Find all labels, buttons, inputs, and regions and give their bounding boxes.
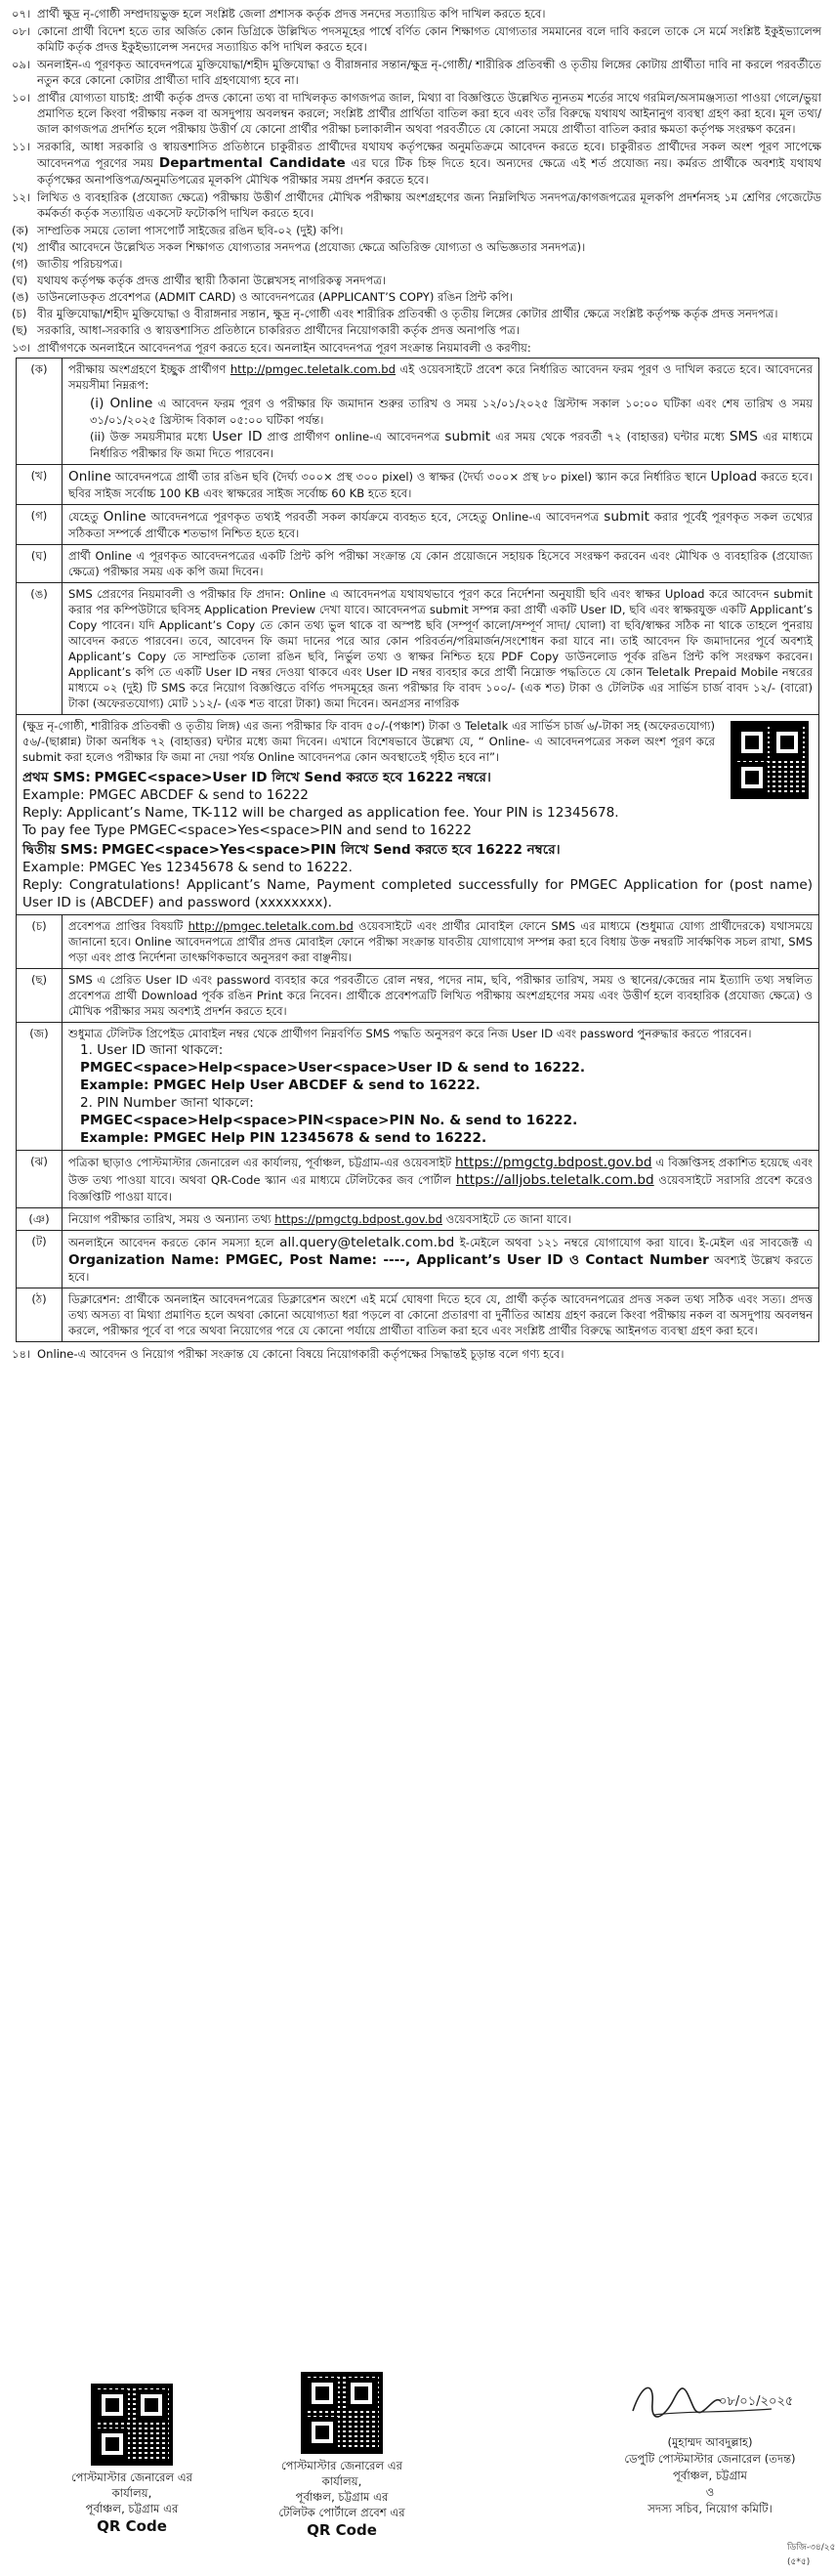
clause-text: প্রার্থীগণকে অনলাইনে আবেদনপত্র পূরণ করতে হবে। অনলাইন আবেদনপত্র পূরণ সংক্রান্ত নিয়মাবলী ও করণীয়: [37,341,531,355]
rule-text-part: শুধুমাত্র টেলিটক প্রিপেইড মোবাইল নম্বর থেকে প্রার্থীগণ নিম্নবর্ণিত SMS পদ্ধতি অনুসরণ করে নিজ User ID এবং password পুনরুদ্ধার করতে পারবেন। [68,1027,752,1040]
recover-userid-heading: 1. User ID জানা থাকলে: [80,1042,224,1058]
bdpost-website-link[interactable]: https://pmgctg.bdpost.gov.bd [274,1212,443,1226]
list-item-label: (ঙ) [12,290,29,304]
schedule-text: এর মাধ্যমে নির্ধারিত পরীক্ষার ফি জমা দিতে পারবেন। [90,430,814,460]
sms-pay-instruction: To pay fee Type PMGEC<space>Yes<space>PIN and send to 16222 [22,823,472,838]
sms-second-example: Example: PMGEC Yes 12345678 & send to 16222. [22,860,353,875]
list-item-text: প্রার্থীর আবেদনে উল্লেখিত সকল শিক্ষাগত যোগ্যতার সনদপত্র (প্রযোজ্য ক্ষেত্রে অতিরিক্ত যোগ্যতা ও অভিজ্ঞতার সনদপত্র)। [37,240,586,254]
document-list-item [12,239,821,255]
rule-text-part: করার পূর্বেই পূরণকৃত সকল তথ্যের সঠিকতা সম্পর্কে প্রার্থীকে শতভাগ নিশ্চিত হতে হবে। [68,510,814,540]
signatory-designation: ডেপুটি পোস্টমাস্টার জেনারেল (তদন্ত) [624,2452,796,2466]
rule-text-part: আবেদনপত্রে প্রার্থী তার রঙিন ছবি (দৈর্ঘ্য ৩০০× প্রস্থ ৩০০ pixel) ও স্বাক্ষর (দৈর্ঘ্য ৩০০× প্রস্থ ৮০ pixel) স্ক্যান করে নির্ধারিত স্থানে [114,470,707,484]
teletalk-portal-link[interactable]: http://pmgec.teletalk.com.bd [188,919,354,933]
support-email-link[interactable]: all.query@teletalk.com.bd [279,1235,455,1250]
rule-label: (ঘ) [17,545,63,583]
rule-text-part: ওয়েবসাইটে তে জানা যাবে। [445,1212,571,1226]
rule-text-part: এই ওয়েবসাইটে প্রবেশ করে নির্ধারিত আবেদন ফরম পূরণ ও দাখিল করতে হবে। আবেদনের সময়সীমা নিম্নরূপ: [68,362,814,392]
sms-first-label: প্রথম SMS: [22,770,91,785]
clause-text: কোনো প্রার্থী বিদেশ হতে তার অর্জিত কোন ডিগ্রিকে উল্লিখিত পদসমূহের পার্শ্বে বর্ণিত কোন শিক্ষাগত যোগ্যতার সমমানের বলে দাবি করলে তাকে সে মর্মে সংশ্লিষ্ট ইকুইভ্যালেন্স কমিটি কর্তৃক প্রদত্ত ইকুইভ্যালেন্স সনদের সত্যায়িত কপি দাখিল করতে হবে। [37,24,821,54]
clause-text-part: এর ঘরে টিক চিহ্ন দিতে হবে। অন্যদের ক্ষেত্রে এই শর্ত প্রযোজ্য নয়। কর্মরত প্রার্থীকে অবশ্যই যথাযথ কর্তৃপক্ষের অনাপত্তিপত্র/অনুমতিপত্রের মূলকপি মৌখিক পরীক্ষার সময় প্রদর্শন করতে হবে। [37,156,822,187]
qr-label: QR Code [97,2517,167,2535]
signatory-name: (মুহাম্মদ আবদুল্লাহ) [667,2435,753,2449]
qr-block-office [59,2384,205,2536]
signatory-block [598,2434,822,2517]
rule-text-part: করতে হবে। ছবির সাইজ সর্বোচ্চ 100 KB এবং স্বাক্ষরের সাইজ সর্বোচ্চ 60 KB হতে হবে। [68,470,813,500]
sms-second-reply: Reply: Congratulations! Applicant’s Name, Payment completed successfully for PMGEC Application for (post name) User ID is (ABCDEF) and password (xxxxxxxx). [22,877,813,910]
schedule-text: (ii) উক্ত সময়সীমার মধ্যে [90,430,208,443]
qr-label: QR Code [307,2521,377,2539]
rule-chha [17,969,819,1023]
rule-label: (ঝ) [17,1151,63,1208]
rule-ja [17,1023,819,1151]
rule-cha [17,915,819,969]
rule-label: (চ) [17,915,63,969]
rule-text-part: (ক্ষুদ্র নৃ-গোষ্ঠী, শারীরিক প্রতিবন্ধী ও তৃতীয় লিঙ্গ) এর জন্য পরীক্ষার ফি বাবদ ৫০/-(পঞ্চাশ) টাকা ও Teletalk এর সার্ভিস চার্জ ৬/-টাকা সহ (অফেরতযোগ্য) ৫৬/-(ছাপ্পান্ন) টাকা অনধিক ৭২ (বাহাত্তর) ঘন্টার মধ্যে জমা দিবেন। এখানে বিশেষভাবে উল্লেখ্য যে, “ Online- এ আবেদনপত্রের সকল অংশ পূরণ করে submit করা হলেও পরীক্ষার ফি জমা না দেয়া পর্যন্ত Online আবেদনপত্র কোন অবস্থাতেই গৃহীত হবে না”। [22,719,715,764]
online-label: Online [103,509,146,525]
list-item-label: (গ) [12,257,28,271]
online-label: Online [68,469,111,485]
rule-umo [17,583,819,715]
document-list-item [12,256,821,272]
list-item-text: সাম্প্রতিক সময়ে তোলা পাসপোর্ট সাইজের রঙিন ছবি-০২ (দুই) কপি। [37,224,344,237]
schedule-text: এর সময় থেকে পরবর্তী ৭২ (বাহাত্তর) ঘন্টার মধ্যে [495,430,725,443]
signature-image [625,2372,794,2430]
rule-text [63,583,819,715]
rule-text-part: প্রবেশপত্র প্রাপ্তির বিষয়টি [68,919,184,933]
rule-label: (ক) [17,359,63,465]
rule-text-part: পত্রিকা ছাড়াও পোস্টমাস্টার জেনারেল এর কার্যালয়, পূর্বাঞ্চল, চট্টগ্রাম-এর ওয়েবসাইট [68,1156,452,1169]
clause-text: অনলাইন-এ পূরণকৃত আবেদনপত্রে মুক্তিযোদ্ধা/শহীদ মুক্তিযোদ্ধা ও বীরাঙ্গনার সন্তান/ক্ষুদ্র নৃ-গোষ্ঠী/ শারীরিক প্রতিবন্ধী ও তৃতীয় লিঙ্গের কোটায় প্রার্থীতা দাবি না করলে পরবর্তীতে নতুন করে কোনো কোটার প্রার্থীতা দাবি গ্রহণযোগ্য হবে না। [37,58,821,87]
clause-09 [12,57,821,88]
sms-first [22,769,813,786]
document-list-item [12,273,821,288]
clause-number: ১০। [12,91,31,105]
rule-label: (ঙ) [17,583,63,715]
schedule-text: প্রাপ্ত প্রার্থীগণ online-এ আবেদনপত্র [267,430,440,443]
rule-text: SMS এ প্রেরিত User ID এবং password ব্যবহার করে পরবর্তীতে রোল নম্বর, পদের নাম, ছবি, পরীক্ষার তারিখ, সময় ও স্থানের/কেন্দ্রের নাম ইত্যাদি তথ্য সম্বলিত প্রবেশপত্র প্রার্থী Download পূর্বক রঙিন Print করে নিবেন। প্রার্থীকে প্রবেশপত্রটি লিখিত পরীক্ষায় অংশগ্রহণের সময় এবং উত্তীর্ণ হলে ব্যবহারিক (প্রযোজ্য ক্ষেত্রে) ও মৌখিক পরীক্ষার সময় অবশ্যই প্রদর্শন করতে হবে। [63,969,819,1023]
rule-text-part: SMS প্রেরণের নিয়মাবলী ও পরীক্ষার ফি প্রদান: Online এ আবেদনপত্র যথাযথভাবে পূরণ করে নির্দেশনা অনুযায়ী ছবি এবং স্বাক্ষর Upload করে আবেদন submit করার পর কম্পিউটারে ছবিসহ Application Preview দেখা যাবে। আবেদনপত্র submit সম্পন্ন করা প্রার্থী একটি User ID, ছবি এবং স্বাক্ষরযুক্ত একটি Applicant’s Copy পাবেন। যদি Applicant’s Copy তে কোন তথ্য ভুল থাকে বা অস্পষ্ট ছবি (সম্পূর্ণ কালো/সম্পূর্ণ সাদা/ ঘোলা) বা ছবি/স্বাক্ষর সঠিক না থাকে তাহলে পুনরায় আবেদন করতে পারবেন। তবে, আবেদন ফি জমা দানের পরে আর কোন পরিবর্তন/পরিমার্জন/সংশোধন করা যাবে না। তাই আবেদন ফি জমাদানের পূর্বে অবশ্যই Applicant’s Copy তে সাম্প্রতিক তোলা রঙিন ছবি, নির্ভুল তথ্য ও স্বাক্ষর নিশ্চিত হয়ে PDF Copy ডাউনলোড পূর্বক রঙিন প্রিন্ট কপি সংরক্ষণ করবেন। Applicant’s কপি তে একটি User ID নম্বর দেওয়া থাকবে এবং User ID নম্বর ব্যবহার করে প্রার্থী নিম্নোক্ত পদ্ধতিতে যে কোন Teletalk Prepaid Mobile নম্বরের মাধ্যমে ০২ (দুই) টি SMS করে নিয়োগ বিজ্ঞপ্তিতে বর্ণিত পদসমূহের জন্য পরীক্ষার ফি বাবদ ১০০/- (এক শত) টাকা ও টেলিটক এর সার্ভিস চার্জ বাবদ ১২/- (বারো) টাকা (অফেরতযোগ্য) মোট ১১২/- (এক শত বারো টাকা) জমা দিবেন। অনগ্রসর নাগরিক [68,587,813,710]
rule-text-part: ওয়েবসাইটে সরাসরি প্রবেশ করেও বিজ্ঞপ্তিটি পাওয়া যাবে। [68,1173,813,1204]
clause-number: ০৯। [12,58,31,71]
rule-text-part: নিয়োগ পরীক্ষার তারিখ, সময় ও অন্যান্য তথ্য [68,1212,272,1226]
sms-second [22,841,813,859]
rule-text-part: ওয়েবসাইটে এবং প্রার্থীর মোবাইল ফোনে SMS এর মাধ্যমে (শুধুমাত্র যোগ্য প্রার্থীদেরকে) যথাসময়ে জানানো হবে। Online আবেদনপত্রে প্রার্থীর প্রদত্ত মোবাইল ফোনে পরীক্ষা সংক্রান্ত যাবতীয় যোগাযোগ সম্পন্ন করা হবে বিধায় উক্ত নম্বরটি সার্বক্ষণিক সচল রাখা, SMS পড়া এবং প্রাপ্ত নির্দেশনা তাৎক্ষণিকভাবে অনুসরণ করা বাঞ্ছনীয়। [68,919,813,964]
sms-first-format: PMGEC<space>User ID লিখে Send করতে হবে 16222 নম্বরে। [94,770,491,785]
clause-text: প্রার্থীর যোগ্যতা যাচাই: প্রার্থী কর্তৃক প্রদত্ত কোনো তথ্য বা দাখিলকৃত কাগজপত্র জাল, মিথ্যা বা বিজ্ঞপ্তিতে উল্লেখিত ন্যূনতম শর্তের সাথে গরমিল/অসামঞ্জস্যতা পাওয়া গেলে/ভুয়া প্রমাণিত হলে কিংবা পরীক্ষায় নকল বা অসদুপায় অবলম্বন করলে; সংশ্লিষ্ট প্রার্থীর প্রার্থিতা বাতিল করা হবে এবং তাঁর বিরুদ্ধে যথাযথ আইনানুগ ব্যবস্থা গ্রহণ করা হবে। মূল তথ্য/জাল কাগজপত্র প্রদর্শিত হলে পরীক্ষায় উত্তীর্ণ যে কোনো প্রার্থীর পরীক্ষা চলাকালীন অথবা পরবর্তীতে যে কোনো সময়ে প্রার্থীতা বাতিল করার ক্ষমতা কর্তৃপক্ষ সংরক্ষণ করেন। [37,91,821,136]
recover-pin-example: Example: PMGEC Help PIN 12345678 & send to 16222. [80,1130,487,1146]
rule-text [63,915,819,969]
clause-number: ০৭। [12,7,31,21]
list-item-text: জাতীয় পরিচয়পত্র। [37,257,123,271]
clause-08 [12,23,821,55]
clause-14 [12,1346,821,1362]
bdpost-website-link[interactable]: https://pmgctg.bdpost.gov.bd [455,1155,652,1170]
qr-code-icon [731,721,809,799]
recover-pin-heading: 2. PIN Number জানা থাকলে: [80,1095,254,1111]
submit-label: submit [444,429,491,444]
rule-tha [17,1288,819,1342]
qr-code-icon[interactable] [301,2372,383,2454]
rule-text-part: অনলাইনে আবেদন করতে কোন সমস্যা হলে [68,1236,274,1249]
qr-caption-line: পূর্বাঞ্চল, চট্টগ্রাম এর [295,2490,389,2504]
recover-userid-example: Example: PMGEC Help User ABCDEF & send to 16222. [80,1077,481,1093]
clause-number: ১২। [12,190,31,204]
rule-text-part: অবশ্যই উল্লেখ করতে হবে। [68,1253,814,1284]
rule-text [63,1151,819,1208]
rule-ga [17,505,819,545]
rule-text [63,359,819,465]
rule-text-part: আবেদনপত্রে পূরণকৃত তথ্যই পরবর্তী সকল কার্যক্রমে ব্যবহৃত হবে, সেহেতু Online-এ আবেদনপত্র [150,510,600,524]
recover-userid-format: PMGEC<space>Help<space>User<space>User ID & send to 16222. [80,1060,586,1076]
list-item-text: ডাউনলোডকৃত প্রবেশপত্র (ADMIT CARD) ও আবেদনপত্রের (APPLICANT’S COPY) রঙিন প্রিন্ট কপি। [37,290,514,304]
rule-text-part: পরীক্ষায় অংশগ্রহণে ইচ্ছুক প্রার্থীগণ [68,362,227,376]
signature-date: ০৮/০১/২০২৫ [719,2394,794,2409]
rule-text [63,1208,819,1231]
sms-second-label: দ্বিতীয় SMS: [22,842,99,858]
clause-12-items [12,223,821,338]
rule-text-part: যেহেতু [68,510,99,524]
clause-text [37,139,821,188]
rule-label: (ছ) [17,969,63,1023]
clause-11 [12,139,821,188]
clause-text: প্রার্থী ক্ষুদ্র নৃ-গোষ্ঠী সম্প্রদায়ভুক্ত হলে সংশ্লিষ্ট জেলা প্রশাসক কর্তৃক প্রদত্ত সনদের সত্যায়িত কপি দাখিল করতে হবে। [37,7,546,21]
document-list-item [12,322,821,338]
sms-label: SMS [729,429,758,444]
qr-code-icon[interactable] [91,2384,173,2466]
schedule-item-2 [90,428,813,461]
online-application-rules-table [16,358,819,1342]
list-item-text: বীর মুক্তিযোদ্ধা/শহীদ মুক্তিযোদ্ধা ও বীরাঙ্গনার সন্তান, ক্ষুদ্র নৃ-গোষ্ঠী এবং শারীরিক প্রতিবন্ধী ও তৃতীয় লিঙ্গের কোটার প্রার্থীর ক্ষেত্রে সংশ্লিষ্ট কর্তৃপক্ষ কর্তৃক প্রদত্ত সনদপত্র। [37,307,778,320]
signatory-conjunction: ও [705,2485,715,2499]
qr-caption-line: কার্যালয়, [111,2486,152,2500]
rule-kha [17,465,819,505]
clause-10 [12,90,821,137]
schedule-text: এ আবেদন ফরম পূরণ ও পরীক্ষার ফি জমাদান শুরুর তারিখ ও সময় ১২/০১/২০২৫ খ্রিস্টাব্দ সকাল ১০:০০ ঘটিকা এবং শেষ তারিখ ও সময় ৩১/০১/২০২৫ খ্রিস্টাব্দ বিকাল ০৫:০০ ঘটিকা পর্যন্ত। [90,397,814,427]
clause-number: ১১। [12,140,31,153]
clause-07 [12,6,821,21]
user-id-label: User ID [212,429,263,444]
qr-caption-line: পোস্টমাস্টার জেনারেল এর [280,2459,403,2472]
qr-caption-line: পূর্বাঞ্চল, চট্টগ্রাম এর [85,2502,179,2515]
rule-text [63,1231,819,1288]
list-item-label: (খ) [12,240,28,254]
schedule-item-1 [90,395,813,428]
list-item-text: সরকারি, আধা-সরকারি ও স্বায়ত্তশাসিত প্রতিষ্ঠানে চাকরিরত প্রার্থীদের নিয়োগকারী কর্তৃক প্রদত্ত অনাপত্তি পত্র। [37,323,520,337]
sms-second-format: PMGEC<space>Yes<space>PIN লিখে Send করতে হবে 16222 নম্বরে। [102,842,561,858]
list-item-label: (ক) [12,224,29,237]
rule-text [63,465,819,505]
qr-caption-line: পোস্টমাস্টার জেনারেল এর [70,2470,193,2484]
rule-text [63,505,819,545]
rule-label: (ট) [17,1231,63,1288]
upload-label: Upload [710,469,758,485]
rule-ta [17,1231,819,1288]
rule-text-part: ই-মেইলে অথবা ১২১ নম্বরে যোগাযোগ করা যাবে। ই-মেইল এর সাবজেক্ট এ [459,1236,813,1249]
clause-number: ১৩। [12,341,31,355]
email-subject-format: Organization Name: PMGEC, Post Name: ----, Applicant’s User ID ও Contact Number [68,1252,709,1268]
rule-nya [17,1208,819,1231]
teletalk-portal-link[interactable]: http://pmgec.teletalk.com.bd [230,362,397,376]
submit-label: submit [604,509,649,525]
schedule-label: (i) Online [90,396,153,411]
clause-text: Online-এ আবেদন ও নিয়োগ পরীক্ষা সংক্রান্ত যে কোনো বিষয়ে নিয়োগকারী কর্তৃপক্ষের সিদ্ধান্তই চূড়ান্ত বলে গণ্য হবে। [37,1347,564,1361]
list-item-label: (চ) [12,307,27,320]
rule-label: (ঞ) [17,1208,63,1231]
qr-caption-line: টেলিটক পোর্টালে প্রবেশ এর [278,2506,405,2519]
schedule [90,395,813,461]
rule-text: ডিক্লারেশন: প্রার্থীকে অনলাইন আবেদনপত্রের ডিক্লারেশন অংশে এই মর্মে ঘোষণা দিতে হবে যে, প্রার্থী কর্তৃক আবেদনপত্রের প্রদত্ত সকল তথ্য সঠিক এবং সত্য। প্রদত্ত তথ্য অসত্য বা মিথ্যা প্রমাণিত হলে অথবা কোনো অযোগ্যতা ধরা পড়লে বা কোনো প্রতারণা বা দুর্নীতির আশ্রয় গ্রহণ করলে কিংবা পরীক্ষায় নকল বা অসদুপায় অবলম্বন করলে, পরীক্ষার পূর্বে বা পরে অথবা নিয়োগের পরে যে কোনো পর্যায়ে প্রার্থীতা বাতিল করা হবে এবং সংশ্লিষ্ট প্রার্থীর বিরুদ্ধে আইনগত ব্যবস্থা গ্রহণ করা হবে। [63,1288,819,1342]
clause-13 [12,340,821,356]
rule-text [17,715,819,915]
signatory-role: সদস্য সচিব, নিয়োগ কমিটি। [648,2502,773,2515]
clause-number: ১৪। [12,1347,31,1361]
alljobs-portal-link[interactable]: https://alljobs.teletalk.com.bd [455,1172,654,1188]
document-list-item [12,289,821,305]
recover-pin-format: PMGEC<space>Help<space>PIN<space>PIN No. & send to 16222. [80,1113,578,1128]
departmental-candidate-label: Departmental Candidate [158,155,346,171]
clause-number: ০৮। [12,24,31,38]
rule-umo-continued [17,715,819,915]
rule-label: (ঠ) [17,1288,63,1342]
rule-label: (খ) [17,465,63,505]
list-item-label: (ছ) [12,323,28,337]
clause-12 [12,190,821,221]
rule-label: (গ) [17,505,63,545]
rule-text: প্রার্থী Online এ পূরণকৃত আবেদনপত্রের একটি প্রিন্ট কপি পরীক্ষা সংক্রান্ত যে কোন প্রয়োজনে সহায়ক হিসেবে সংরক্ষণ করবেন এবং মৌখিক ও ব্যবহারিক (প্রযোজ্য ক্ষেত্রে) পরীক্ষার সময় এক কপি জমা দিবেন। [63,545,819,583]
rule-jha [17,1151,819,1208]
rule-text [63,1023,819,1151]
clause-text-part: সরকারি, আধা সরকারি ও স্বায়ত্তশাসিত প্রতিষ্ঠানে চাকুরীরত প্রার্থীদের যথাযথ কর্তৃপক্ষের অনুমতিক্রমে আবেদন করতে হবে। চাকুরীরত প্রার্থীদের সকল অংশ পূরণ সাপেক্ষে আবেদনপত্র পূরণের সময় [37,140,821,170]
clause-text: লিখিত ও ব্যবহারিক (প্রযোজ্য ক্ষেত্রে) পরীক্ষায় উত্তীর্ণ প্রার্থীদের মৌখিক পরীক্ষায় অংশগ্রহণের জন্য নিম্নলিখিত সনদপত্র/কাগজপত্রের মূলকপি প্রদর্শনসহ ১ম শ্রেণির গেজেটেড কর্মকর্তা কর্তৃক সত্যায়িত একসেট ফটোকপি দাখিল করতে হবে। [37,190,821,220]
rule-label: (জ) [17,1023,63,1151]
document-list-item [12,306,821,321]
signatory-office: পূর্বাঞ্চল, চট্টগ্রাম [673,2469,747,2482]
document-list-item [12,223,821,238]
rule-text-part: এ বিজ্ঞপ্তিসহ প্রকাশিত হয়েছে এবং উক্ত তথ্য পাওয়া যাবে। অথবা QR-Code স্ক্যান এর মাধ্যমে টেলিটকের জব পোর্টাল [68,1156,814,1187]
sms-first-reply: Reply: Applicant’s Name, TK-112 will be charged as application fee. Your PIN is 12345678. [22,805,619,821]
qr-block-teletalk [259,2372,425,2540]
sms-first-example: Example: PMGEC ABCDEF & send to 16222 [22,787,309,803]
list-item-label: (ঘ) [12,274,28,287]
reference-number: ডিজি-৩৪/২৫ (৫*৫) [787,2543,836,2567]
rule-gha [17,545,819,583]
qr-caption-line: কার্যালয়, [321,2474,362,2488]
list-item-text: যথাযথ কর্তৃপক্ষ কর্তৃক প্রদত্ত প্রার্থীর স্থায়ী ঠিকানা উল্লেখসহ নাগরিকত্ব সনদপত্র। [37,274,387,287]
rule-ka [17,359,819,465]
